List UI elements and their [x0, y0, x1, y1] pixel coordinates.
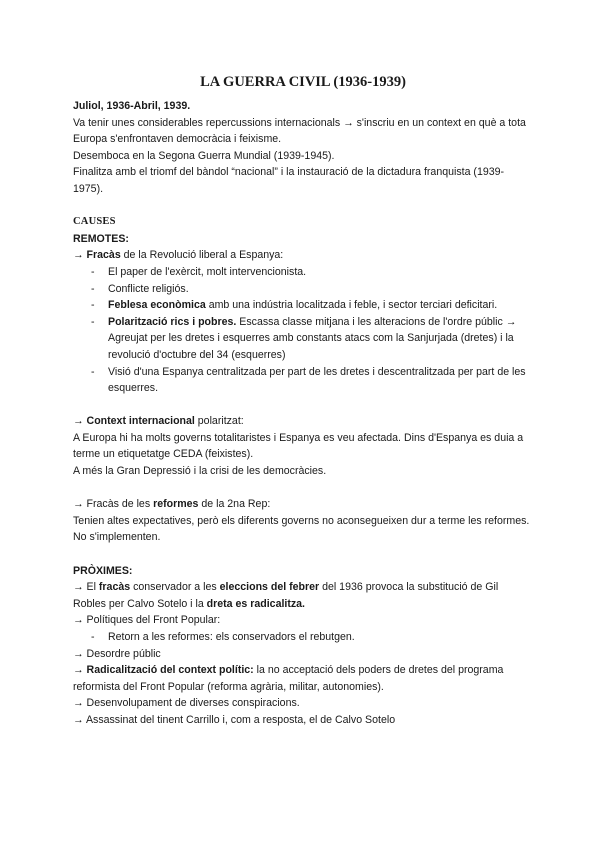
proximes-line-5: → Desenvolupament de diverses conspiracions.	[73, 697, 300, 710]
list-item: - Retorn a les reformes: els conservadors el rebutgen.	[91, 629, 533, 646]
causes-heading: CAUSES	[73, 216, 116, 228]
proximes-line-1: → El fracàs conservador a les eleccions del febrer del 1936 provoca la substitució de Gil Robles per Calvo Sotelo i la dreta es radicalitza.	[73, 581, 499, 610]
remotes-heading: REMOTES:	[73, 232, 129, 245]
reformes-paragraph: Tenien altes expectatives, però els diferents governs no aconsegueixen dur a terme les reformes. No s'implementen.	[73, 514, 530, 544]
intro-paragraph-1: Va tenir unes considerables repercussions internacionals → s'inscriu en un context en què a tota Europa s'enfrontaven democràcia i feixisme.	[73, 116, 526, 146]
list-item: - Polarització rics i pobres. Escassa classe mitjana i les alteracions de l'ordre públic → Agreujat per les dretes i esquerres amb constants atacs com la Sanjurjada (dretes) i la revolució d'octubre del 34 (esquerres)	[91, 314, 533, 364]
intro-paragraph-2: Desemboca en la Segona Guerra Mundial (1939-1945).	[73, 149, 335, 162]
list-item: - Conflicte religiós.	[91, 281, 533, 298]
proximes-line-6: → Assassinat del tinent Carrillo i, com a resposta, el de Calvo Sotelo	[73, 713, 396, 726]
front-popular-list	[73, 629, 533, 646]
proximes-line-2: → Polítiques del Front Popular:	[73, 614, 221, 627]
intro-paragraph-3: Finalitza amb el triomf del bàndol “nacional” i la instauració de la dictadura franquista (1939-1975).	[73, 166, 505, 195]
proximes-heading: PRÒXIMES:	[73, 564, 133, 577]
remotes-list	[73, 264, 533, 397]
list-item: - El paper de l'exèrcit, molt intervencionista.	[91, 264, 533, 281]
intro-dates: Juliol, 1936-Abril, 1939.	[73, 100, 191, 112]
proximes-line-4: → Radicalització del context polític: la no acceptació dels poders de dretes del programa reformista del Front Popular (reforma agrària, militar, autonomies).	[73, 664, 504, 693]
list-item: - Visió d'una Espanya centralitzada per part de les dretes i descentralitzada per part de les esquerres.	[91, 364, 533, 397]
page-title: LA GUERRA CIVIL (1936-1939)	[200, 74, 406, 90]
reformes-heading: → Fracàs de les reformes de la 2na Rep:	[73, 498, 271, 511]
context-paragraph-1: A Europa hi ha molts governs totalitaristes i Espanya es veu afectada. Dins d'Espanya es duia a terme un etiquetatge CEDA (feixistes).	[73, 431, 524, 461]
document-page	[73, 72, 533, 729]
fracas-line: → Fracàs de la Revolució liberal a Espanya:	[73, 249, 284, 262]
list-item: - Feblesa econòmica amb una indústria localitzada i feble, i sector terciari deficitari.	[91, 297, 533, 314]
proximes-line-3: → Desordre públic	[73, 647, 161, 660]
context-heading: → Context internacional polaritzat:	[73, 415, 244, 428]
context-paragraph-2: A més la Gran Depressió i la crisi de les democràcies.	[73, 465, 327, 478]
